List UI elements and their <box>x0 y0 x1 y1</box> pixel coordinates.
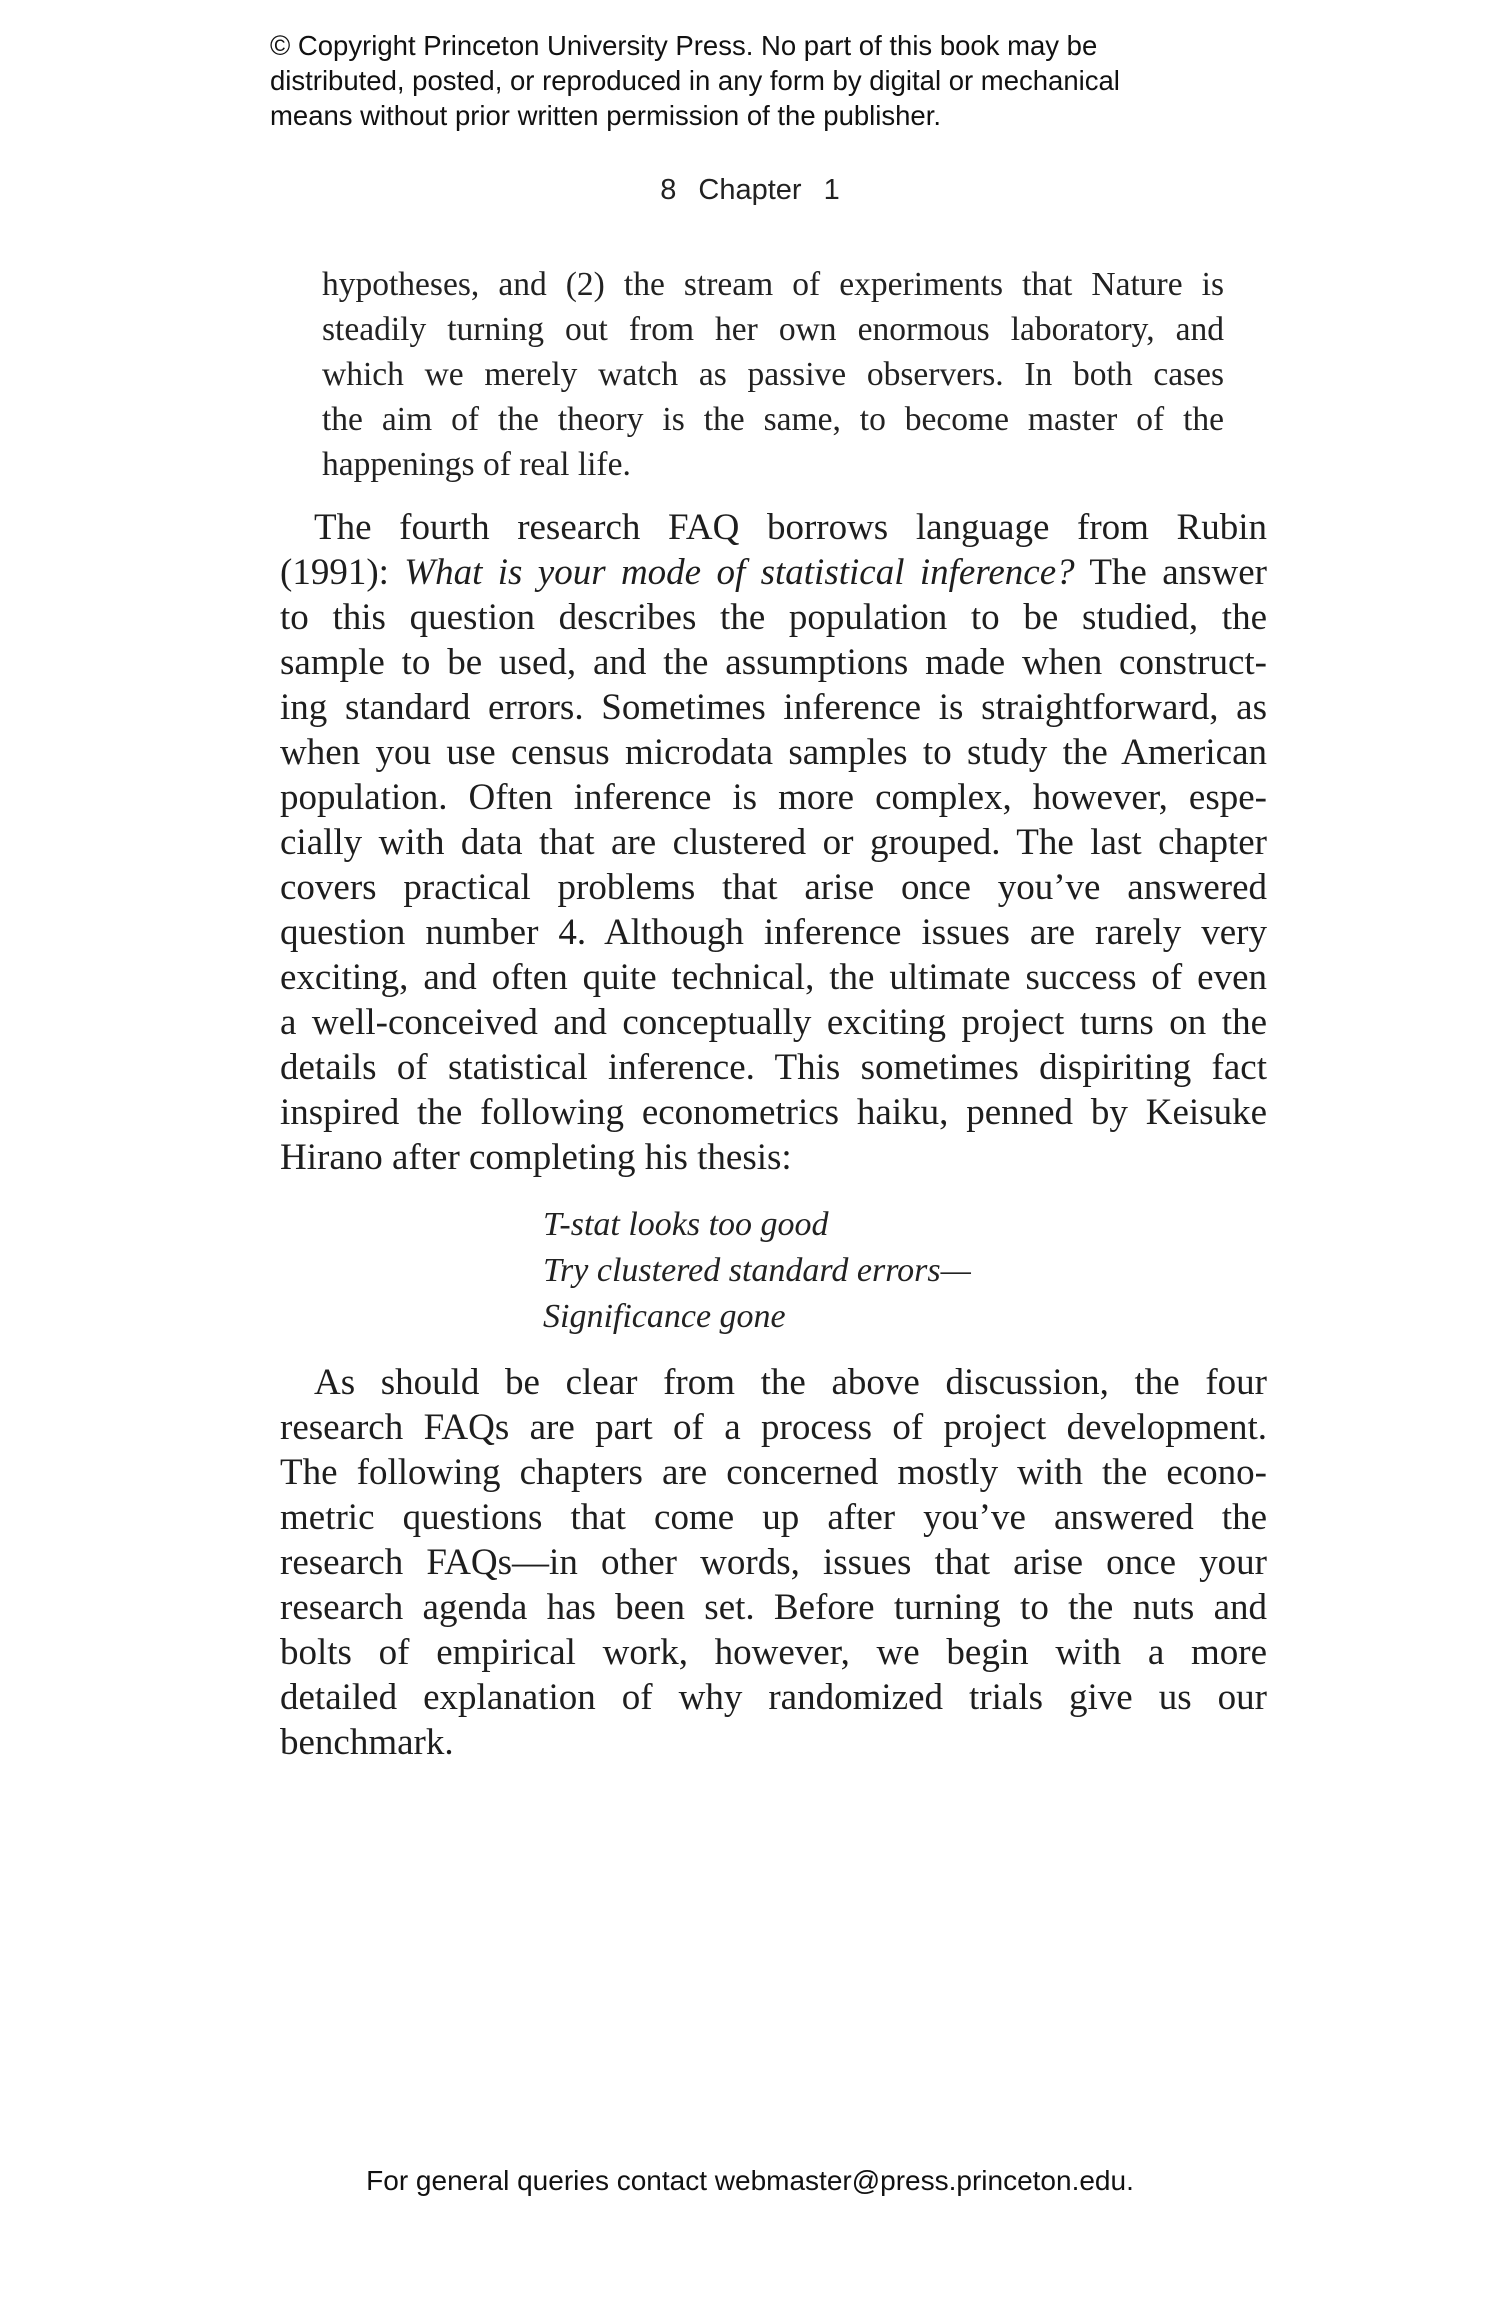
paragraph-line: a well-conceived and conceptually exciting project turns on the <box>280 1002 1267 1043</box>
haiku-line: Try clustered standard errors— <box>543 1252 971 1289</box>
italic-question: What is your mode of statistical inference? <box>404 552 1075 593</box>
paragraph-line: exciting, and often quite technical, the ultimate success of even <box>280 957 1267 998</box>
paragraph-line: research FAQs—in other words, issues that arise once your <box>280 1542 1267 1583</box>
paragraph-line: inspired the following econometrics haiku, penned by Keisuke <box>280 1092 1267 1133</box>
copyright-line: means without prior written permission of the publisher. <box>270 100 942 131</box>
chapter-label: Chapter 1 <box>698 174 840 206</box>
paragraph-line: details of statistical inference. This sometimes dispiriting fact <box>280 1047 1267 1088</box>
paragraph-line: metric questions that come up after you’ve answered the <box>280 1497 1267 1538</box>
paragraph-line: to this question describes the population to be studied, the <box>280 597 1267 638</box>
paragraph-project-development <box>280 1360 1267 1765</box>
quote-line: happenings of real life. <box>322 446 631 483</box>
paragraph-statistical-inference <box>280 505 1267 1180</box>
paragraph-line: bolts of empirical work, however, we begin with a more <box>280 1632 1267 1673</box>
paragraph-line: question number 4. Although inference issues are rarely very <box>280 912 1267 953</box>
block-quote <box>322 262 1224 487</box>
text-span: (1991): <box>280 552 405 593</box>
paragraph-line: Hirano after completing his thesis: <box>280 1137 792 1178</box>
page-number: 8 <box>660 174 677 206</box>
running-head <box>0 174 1500 207</box>
paragraph-line: benchmark. <box>280 1722 454 1763</box>
footer-contact: For general queries contact webmaster@press.princeton.edu. <box>366 2165 1134 2196</box>
copyright-line: distributed, posted, or reproduced in any form by digital or mechanical <box>270 65 1120 96</box>
quote-line: steadily turning out from her own enormous laboratory, and <box>322 311 1224 348</box>
quote-line: the aim of the theory is the same, to become master of the <box>322 401 1224 438</box>
paragraph-line: when you use census microdata samples to study the American <box>280 732 1267 773</box>
paragraph-line-with-italic <box>280 550 1267 595</box>
paragraph-line: research agenda has been set. Before turning to the nuts and <box>280 1587 1267 1628</box>
paragraph-line: The following chapters are concerned mostly with the econo- <box>280 1452 1267 1493</box>
paragraph-line: cially with data that are clustered or grouped. The last chapter <box>280 822 1267 863</box>
haiku <box>543 1202 971 1340</box>
haiku-line: T-stat looks too good <box>543 1206 829 1243</box>
paragraph-line: detailed explanation of why randomized trials give us our <box>280 1677 1267 1718</box>
paragraph-line: population. Often inference is more complex, however, espe- <box>280 777 1267 818</box>
paragraph-line: As should be clear from the above discussion, the four <box>314 1362 1267 1403</box>
paragraph-line: sample to be used, and the assumptions made when construct- <box>280 642 1267 683</box>
paragraph-line: The fourth research FAQ borrows language from Rubin <box>314 507 1267 548</box>
paragraph-line: covers practical problems that arise once you’ve answered <box>280 867 1267 908</box>
paragraph-line: ing standard errors. Sometimes inference is straightforward, as <box>280 687 1267 728</box>
quote-line: which we merely watch as passive observers. In both cases <box>322 356 1224 393</box>
copyright-notice <box>270 28 1270 133</box>
copyright-line: © Copyright Princeton University Press. No part of this book may be <box>270 30 1098 61</box>
haiku-line: Significance gone <box>543 1298 786 1335</box>
paragraph-line: research FAQs are part of a process of project development. <box>280 1407 1267 1448</box>
text-span: The answer <box>1074 552 1267 593</box>
quote-line: hypotheses, and (2) the stream of experiments that Nature is <box>322 266 1224 303</box>
